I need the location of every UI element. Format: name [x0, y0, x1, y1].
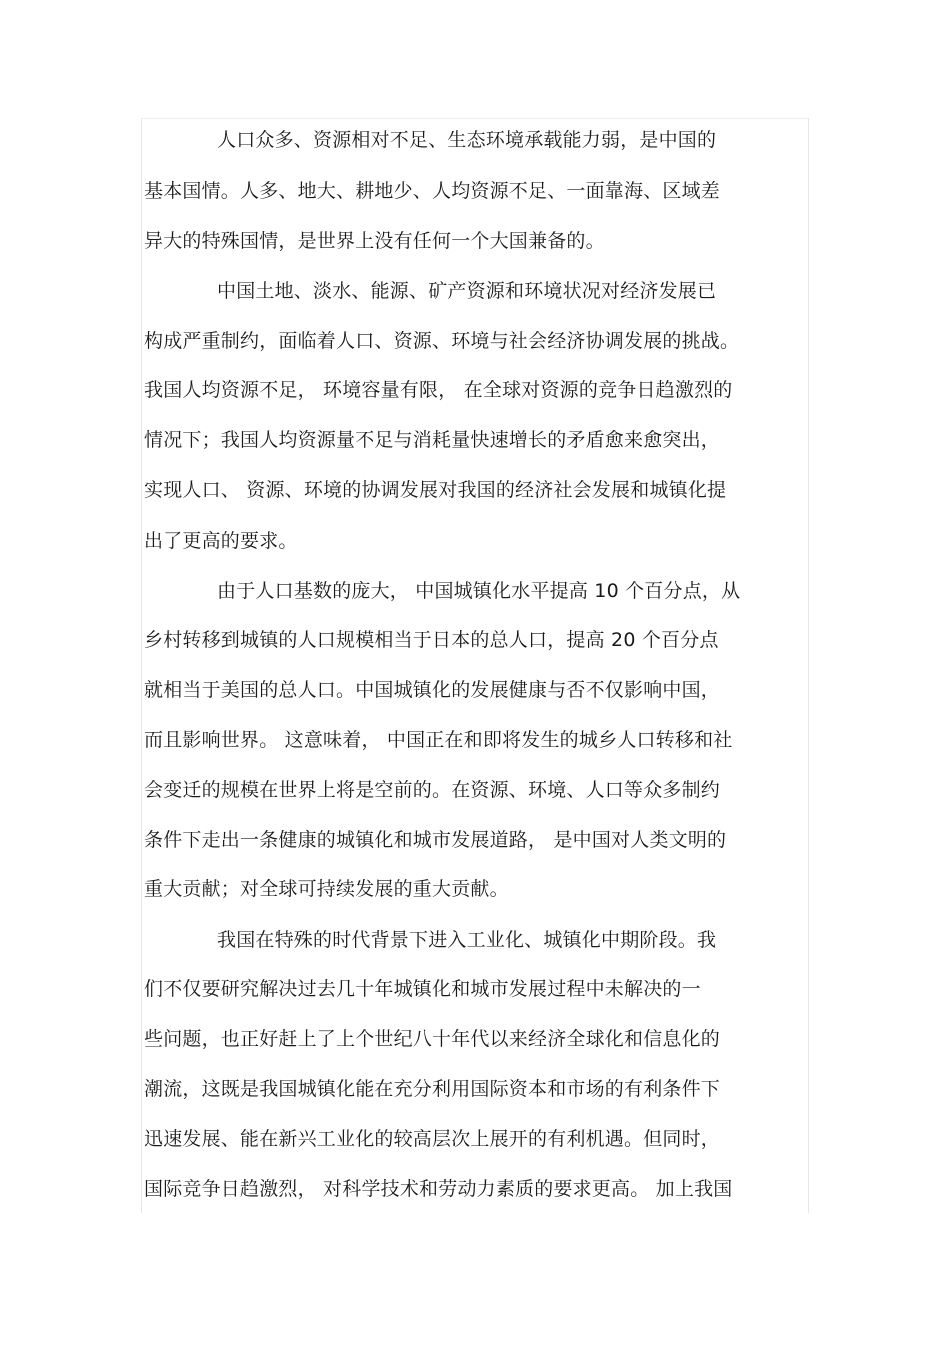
text-line: 会变迁的规模在世界上将是空前的。在资源、环境、人口等众多制约 — [144, 779, 721, 801]
text-line: 而且影响世界。 这意味着， 中国正在和即将发生的城乡人口转移和社 — [144, 729, 733, 751]
text-line: 我国在特殊的时代背景下进入工业化、城镇化中期阶段。我 — [217, 929, 717, 951]
text-line: 重大贡献；对全球可持续发展的重大贡献。 — [144, 878, 509, 900]
text-line: 潮流，这既是我国城镇化能在充分利用国际资本和市场的有利条件下 — [144, 1078, 721, 1100]
text-line: 们不仅要研究解决过去几十年城镇化和城市发展过程中未解决的一 — [144, 978, 701, 1000]
text-line: 由于人口基数的庞大， 中国城镇化水平提高 10 个百分点，从 — [217, 580, 741, 602]
text-line: 就相当于美国的总人口。中国城镇化的发展健康与否不仅影响中国， — [144, 679, 721, 701]
text-line: 条件下走出一条健康的城镇化和城市发展道路， 是中国对人类文明的 — [144, 829, 727, 851]
text-line: 异大的特殊国情，是世界上没有任何一个大国兼备的。 — [144, 230, 605, 252]
text-line: 实现人口、 资源、环境的协调发展对我国的经济社会发展和城镇化提 — [144, 479, 727, 501]
text-line: 中国土地、淡水、能源、矿产资源和环境状况对经济发展已 — [217, 280, 717, 302]
text-line: 迅速发展、能在新兴工业化的较高层次上展开的有利机遇。但同时， — [144, 1128, 721, 1150]
text-line: 基本国情。人多、地大、耕地少、人均资源不足、一面靠海、区域差 — [144, 180, 721, 202]
text-line: 国际竞争日趋激烈， 对科学技术和劳动力素质的要求更高。 加上我国 — [144, 1178, 733, 1200]
text-line: 些问题，也正好赶上了上个世纪八十年代以来经济全球化和信息化的 — [144, 1028, 721, 1050]
text-line: 出了更高的要求。 — [144, 530, 298, 552]
text-line: 情况下；我国人均资源量不足与消耗量快速增长的矛盾愈来愈突出， — [144, 429, 721, 451]
text-line: 构成严重制约，面临着人口、资源、环境与社会经济协调发展的挑战。 — [144, 330, 740, 352]
text-line: 人口众多、资源相对不足、生态环境承载能力弱，是中国的 — [217, 129, 717, 151]
text-line: 乡村转移到城镇的人口规模相当于日本的总人口，提高 20 个百分点 — [144, 629, 719, 651]
text-line: 我国人均资源不足， 环境容量有限， 在全球对资源的竞争日趋激烈的 — [144, 379, 733, 401]
